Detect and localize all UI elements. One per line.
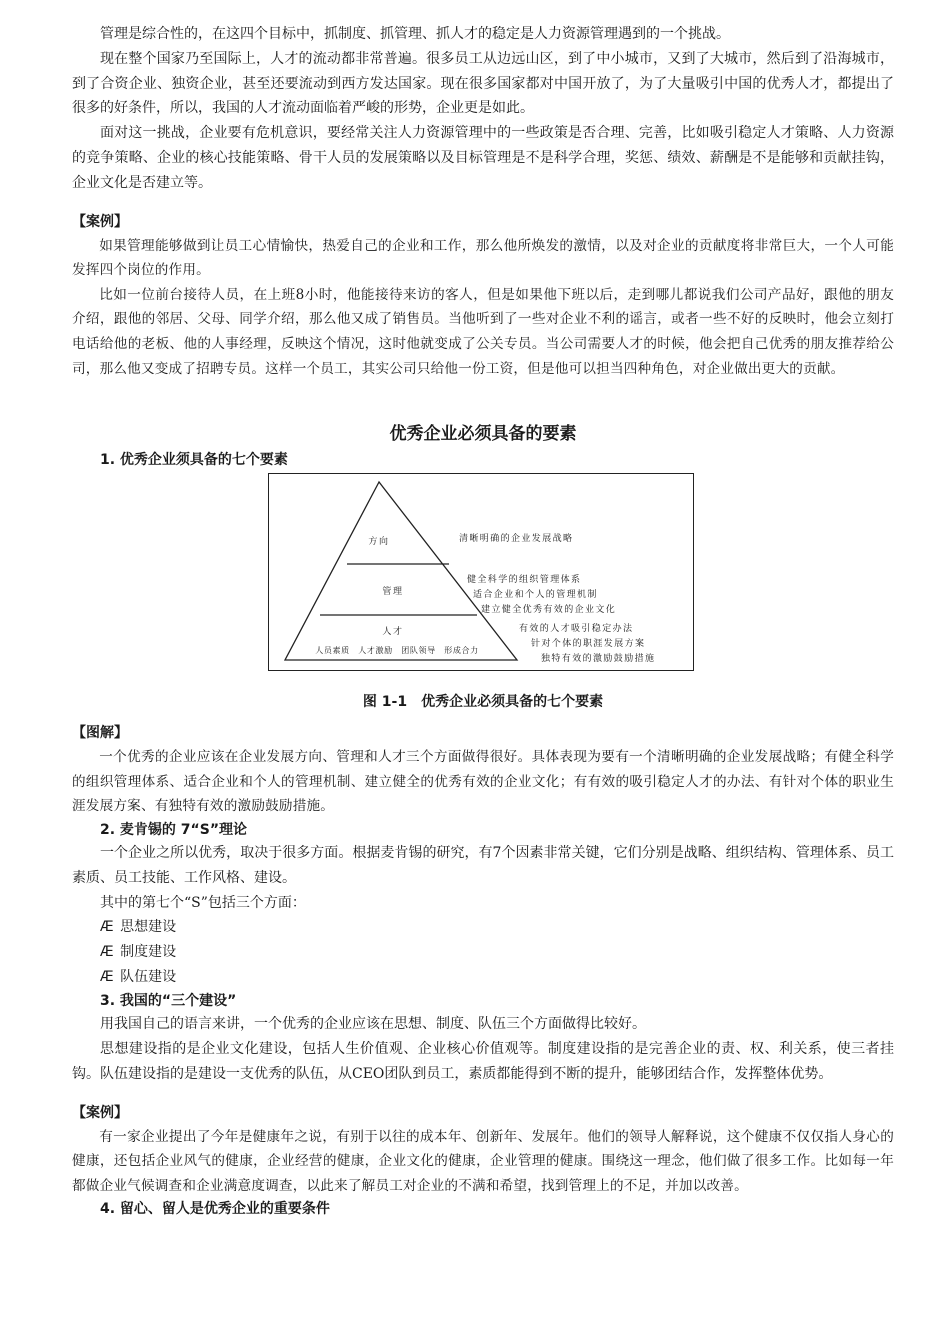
pyramid-diagram	[269, 474, 693, 670]
bullet-glyph: Æ	[100, 969, 114, 986]
case-paragraph-1: 如果管理能够做到让员工心情愉快，热爱自己的企业和工作，那么他所焕发的激情，以及对企业的贡献度将非常巨大，一个人可能发挥四个岗位的作用。	[72, 237, 894, 279]
intro-paragraph-1: 管理是综合性的，在这四个目标中，抓制度、抓管理、抓人才的稳定是人力资源管理遇到的一个挑战。	[100, 26, 730, 42]
case-paragraph-2: 比如一位前台接待人员，在上班8小时，他能接待来访的客人，但是如果他下班以后，走到哪儿都说我们公司产品好，跟他的朋友介绍，跟他的邻居、父母、同学介绍，那么他又成了销售员。当他听到了一些对企业不利的谣言，或者一些不好的反映时，他会立刻打电话给他的老板、他的人事经理，反映这个情况，这时他就变成了公关专员。当公司需要人才的时候，他会把自己优秀的朋友推荐给公司，那么他又变成了招聘专员。这样一个员工，其实公司只给他一份工资，但是他可以担当四种角色，对企业做出更大的贡献。	[72, 286, 894, 377]
explain-paragraph: 一个优秀的企业应该在企业发展方向、管理和人才三个方面做得很好。具体表现为要有一个清晰明确的企业发展战略；有健全科学的组织管理体系、适合企业和个人的管理机制、建立健全的优秀有效的企业文化；有有效的吸引稳定人才的办法、有针对个体的职业生涯发展方案、有独特有效的激励鼓励措施。	[72, 749, 894, 815]
section-title: 优秀企业必须具备的要素	[389, 424, 577, 445]
explain-label: 【图解】	[72, 725, 128, 742]
case-label: 【案例】	[72, 213, 128, 230]
intro-paragraph-2: 现在整个国家乃至国际上，人才的流动都非常普遍。很多员工从边远山区，到了中小城市，又到了大城市，然后到了沿海城市，到了合资企业、独资企业，甚至还要流动到西方发达国家。现在很多国家都对中国开放了，为了大量吸引中国的优秀人才，都提出了很多的好条件，所以，我国的人才流动面临着严峻的形势，企业更是如此。	[72, 50, 894, 117]
three-paragraph-2: 思想建设指的是企业文化建设，包括人生价值观、企业核心价值观等。制度建设指的是完善企业的责、权、利关系，使三者挂钩。队伍建设指的是建设一支优秀的队伍，从CEO团队到员工，素质都能得到不断的提升，能够团结合作，发挥整体优势。	[72, 1041, 894, 1082]
pyramid-tier-direction: 方向	[368, 537, 390, 548]
pyramid-note-management-1: 健全科学的组织管理体系	[467, 575, 582, 586]
pyramid-base-items: 人员素质 人才激励 团队领导 形成合力	[315, 646, 479, 656]
pyramid-note-talent-2: 针对个体的职涯发展方案	[531, 639, 646, 650]
pyramid-tier-management: 管理	[382, 587, 404, 598]
bullet-text: 思想建设	[120, 919, 177, 936]
explain-block	[72, 723, 894, 819]
case2-paragraph-1: 有一家企业提出了今年是健康年之说，有别于以往的成本年、创新年、发展年。他们的领导人解释说，这个健康不仅仅指人身心的健康，还包括企业风气的健康，企业经营的健康，企业文化的健康，企业管理的健康。围绕这一理念，他们做了很多工作。比如每一年都做企业气候调查和企业满意度调查，以此来了解员工对企业的不满和希望，找到管理上的不足，并加以改善。	[72, 1128, 894, 1194]
bullet-glyph: Æ	[100, 944, 114, 961]
pyramid-tier-talent: 人才	[382, 627, 404, 638]
bullet-item	[100, 915, 894, 940]
intro-paragraph-3: 面对这一挑战，企业要有危机意识，要经常关注人力资源管理中的一些政策是否合理、完善，比如吸引稳定人才策略、人力资源的竞争策略、企业的核心技能策略、骨干人员的发展策略以及目标管理是不是科学合理，奖惩、绩效、薪酬是不是能够和贡献挂钩，企业文化是否建立等。	[72, 125, 894, 191]
case-block-2	[72, 1103, 894, 1199]
pyramid-note-direction: 清晰明确的企业发展战略	[459, 534, 574, 545]
pyramid-note-talent-1: 有效的人才吸引稳定办法	[519, 624, 634, 635]
bullet-glyph: Æ	[100, 919, 114, 936]
mckinsey-paragraph-2: 其中的第七个“S”包括三个方面：	[100, 894, 306, 911]
bullet-item	[100, 940, 894, 965]
pyramid-figure	[268, 473, 694, 671]
pyramid-note-management-2: 适合企业和个人的管理机制	[473, 590, 598, 601]
subheading-retain-talent: 4. 留心、留人是优秀企业的重要条件	[100, 1201, 330, 1218]
bullet-text: 队伍建设	[120, 969, 177, 986]
pyramid-note-management-3: 建立健全优秀有效的企业文化	[481, 605, 617, 616]
case-block-1	[72, 212, 894, 382]
subheading-three-constructions: 3. 我国的“三个建设”	[100, 993, 237, 1010]
figure-caption: 图 1-1 优秀企业必须具备的七个要素	[362, 694, 604, 711]
three-paragraph-1: 用我国自己的语言来讲，一个优秀的企业应该在思想、制度、队伍三个方面做得比较好。	[100, 1016, 646, 1033]
pyramid-note-talent-3: 独特有效的激励鼓励措施	[541, 654, 656, 665]
subheading-mckinsey-7s: 2. 麦肯锡的 7“S”理论	[100, 821, 248, 838]
figure-container	[72, 471, 894, 691]
bullet-item	[100, 965, 894, 990]
document-content	[72, 22, 894, 1220]
mckinsey-paragraph-1: 一个企业之所以优秀，取决于很多方面。根据麦肯锡的研究，有7个因素非常关键，它们分别是战略、组织结构、管理体系、员工素质、员工技能、工作风格、建设。	[72, 844, 894, 886]
case-label: 【案例】	[72, 1104, 128, 1121]
subheading-seven-elements: 1. 优秀企业须具备的七个要素	[100, 452, 288, 469]
bullet-text: 制度建设	[120, 944, 177, 961]
